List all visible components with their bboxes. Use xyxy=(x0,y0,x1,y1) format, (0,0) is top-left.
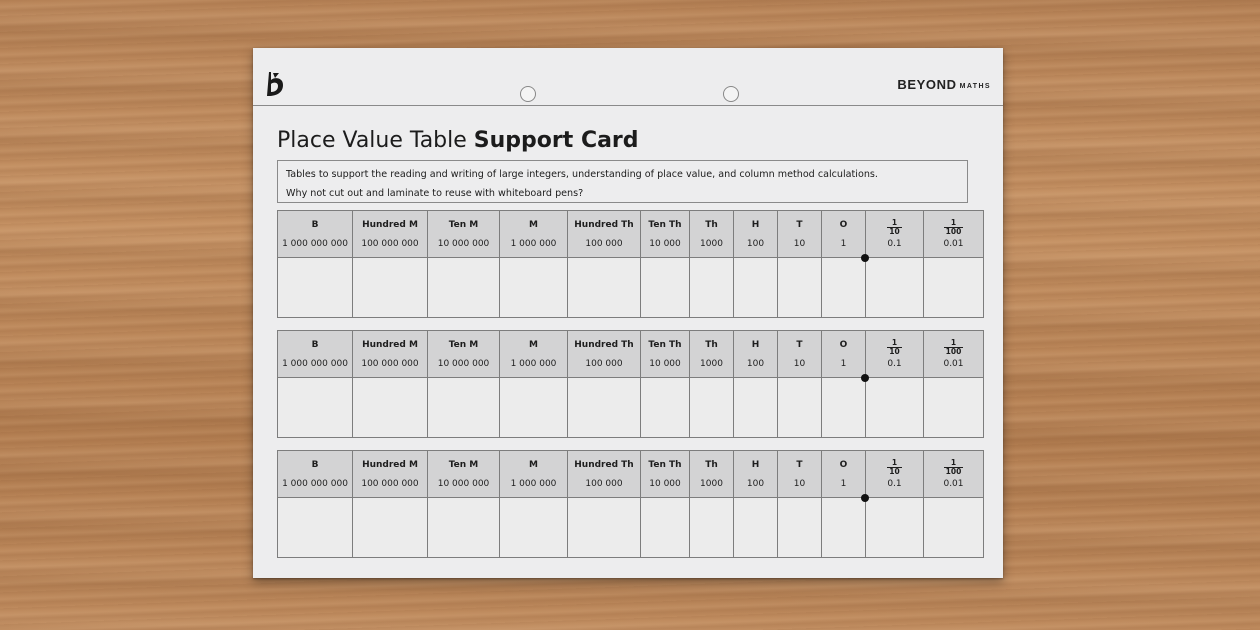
column-label: Ten Th xyxy=(648,339,682,350)
column-header-cell xyxy=(734,211,778,258)
entry-cell[interactable] xyxy=(690,258,734,318)
fraction-label xyxy=(887,219,901,236)
description-box xyxy=(277,160,968,203)
column-header-cell xyxy=(568,331,641,378)
column-header-cell xyxy=(278,211,353,258)
column-value: 0.01 xyxy=(943,359,964,369)
entry-cell[interactable] xyxy=(500,378,568,438)
column-header-cell xyxy=(278,451,353,498)
column-label: Th xyxy=(705,339,718,350)
entry-cell[interactable] xyxy=(778,498,822,558)
column-label: M xyxy=(529,339,538,350)
entry-cell[interactable] xyxy=(568,378,641,438)
column-value: 100 000 xyxy=(585,358,623,369)
column-header-cell xyxy=(353,331,428,378)
brand-sub: MATHS xyxy=(959,83,991,90)
table-entry-row xyxy=(278,258,984,318)
column-value: 100 xyxy=(746,478,765,489)
fraction-denominator: 100 xyxy=(945,227,962,236)
column-value: 100 000 000 xyxy=(361,358,419,369)
punch-hole-left xyxy=(520,86,536,102)
table-header-row xyxy=(278,211,984,258)
column-label: T xyxy=(796,459,803,470)
column-header-cell xyxy=(690,211,734,258)
table-header-row xyxy=(278,331,984,378)
column-header-cell xyxy=(822,331,866,378)
column-header-cell xyxy=(924,211,984,258)
entry-cell[interactable] xyxy=(734,378,778,438)
column-value: 1000 xyxy=(700,238,723,249)
column-header-cell xyxy=(428,331,500,378)
column-value: 1 000 000 000 xyxy=(282,478,348,489)
entry-cell[interactable] xyxy=(278,498,353,558)
column-label: H xyxy=(751,219,760,230)
fraction-numerator: 1 xyxy=(891,458,898,467)
column-value: 100 000 000 xyxy=(361,238,419,249)
fraction-denominator: 100 xyxy=(945,347,962,356)
entry-cell[interactable] xyxy=(278,378,353,438)
column-label: O xyxy=(839,339,848,350)
entry-cell[interactable] xyxy=(866,258,924,318)
column-header-cell xyxy=(924,331,984,378)
column-label: T xyxy=(796,219,803,230)
table-entry-row xyxy=(278,498,984,558)
column-label: O xyxy=(839,219,848,230)
column-value: 100 xyxy=(746,358,765,369)
entry-cell[interactable] xyxy=(278,258,353,318)
entry-cell[interactable] xyxy=(822,498,866,558)
fraction-label xyxy=(944,339,964,356)
entry-cell[interactable] xyxy=(568,498,641,558)
fraction-label xyxy=(887,459,901,476)
column-value: 1000 xyxy=(700,358,723,369)
column-header-cell xyxy=(353,451,428,498)
column-value: 1 xyxy=(840,238,847,249)
column-value: 1 xyxy=(840,358,847,369)
column-header-cell xyxy=(641,451,690,498)
entry-cell[interactable] xyxy=(924,258,984,318)
column-label: M xyxy=(529,459,538,470)
column-label: Hundred M xyxy=(362,219,418,230)
column-header-cell xyxy=(428,211,500,258)
column-header-cell xyxy=(353,211,428,258)
fraction-numerator: 1 xyxy=(950,338,957,347)
column-label: B xyxy=(311,339,319,350)
column-header-cell xyxy=(778,331,822,378)
place-value-table-3 xyxy=(277,450,984,558)
entry-cell[interactable] xyxy=(428,498,500,558)
column-value: 10 000 000 xyxy=(437,478,490,489)
description-line-1: Tables to support the reading and writing of large integers, understanding of place value, and column method calculations. xyxy=(286,169,878,180)
column-header-cell xyxy=(568,211,641,258)
column-value: 100 000 000 xyxy=(361,478,419,489)
column-value: 1 xyxy=(840,478,847,489)
column-header-cell xyxy=(734,331,778,378)
column-value: 1000 xyxy=(700,478,723,489)
column-label: Hundred Th xyxy=(574,459,634,470)
column-label: Hundred Th xyxy=(574,219,634,230)
entry-cell[interactable] xyxy=(568,258,641,318)
column-value: 10 000 xyxy=(649,478,681,489)
column-header-cell xyxy=(778,211,822,258)
fraction-denominator: 100 xyxy=(945,467,962,476)
support-card xyxy=(253,48,1003,578)
column-label: Ten Th xyxy=(648,219,682,230)
column-header-cell xyxy=(778,451,822,498)
column-label: O xyxy=(839,459,848,470)
fraction-numerator: 1 xyxy=(891,338,898,347)
column-header-cell xyxy=(734,451,778,498)
entry-cell[interactable] xyxy=(778,258,822,318)
column-header-cell xyxy=(641,331,690,378)
fraction-numerator: 1 xyxy=(950,458,957,467)
column-value: 0.1 xyxy=(887,239,902,249)
column-value: 1 000 000 xyxy=(510,358,557,369)
column-value: 100 000 xyxy=(585,238,623,249)
fraction-denominator: 10 xyxy=(889,467,900,476)
page-title xyxy=(277,128,639,153)
entry-cell[interactable] xyxy=(924,498,984,558)
beyond-logo-icon xyxy=(265,70,287,98)
column-label: B xyxy=(311,459,319,470)
column-value: 1 000 000 000 xyxy=(282,238,348,249)
fraction-denominator: 10 xyxy=(889,347,900,356)
entry-cell[interactable] xyxy=(641,378,690,438)
column-header-cell xyxy=(428,451,500,498)
entry-cell[interactable] xyxy=(428,258,500,318)
entry-cell[interactable] xyxy=(734,498,778,558)
entry-cell[interactable] xyxy=(500,258,568,318)
column-header-cell xyxy=(690,331,734,378)
brand-logo-text xyxy=(897,77,991,92)
entry-cell[interactable] xyxy=(866,498,924,558)
column-header-cell xyxy=(500,211,568,258)
fraction-label xyxy=(944,219,964,236)
column-label: Th xyxy=(705,219,718,230)
column-header-cell xyxy=(866,331,924,378)
entry-cell[interactable] xyxy=(428,378,500,438)
entry-cell[interactable] xyxy=(734,258,778,318)
entry-cell[interactable] xyxy=(690,498,734,558)
column-value: 10 xyxy=(793,478,806,489)
entry-cell[interactable] xyxy=(822,378,866,438)
column-value: 0.1 xyxy=(887,359,902,369)
column-value: 0.1 xyxy=(887,479,902,489)
column-value: 10 000 000 xyxy=(437,238,490,249)
column-value: 1 000 000 xyxy=(510,238,557,249)
table-header-row xyxy=(278,451,984,498)
column-header-cell xyxy=(866,451,924,498)
place-value-table-1 xyxy=(277,210,984,318)
page-title-normal: Place Value Table xyxy=(277,128,467,153)
fraction-denominator: 10 xyxy=(889,227,900,236)
column-value: 1 000 000 xyxy=(510,478,557,489)
place-value-table-2 xyxy=(277,330,984,438)
column-label: Ten M xyxy=(448,339,479,350)
entry-cell[interactable] xyxy=(822,258,866,318)
column-header-cell xyxy=(866,211,924,258)
entry-cell[interactable] xyxy=(353,378,428,438)
fraction-numerator: 1 xyxy=(950,218,957,227)
column-value: 1 000 000 000 xyxy=(282,358,348,369)
column-label: Ten Th xyxy=(648,459,682,470)
entry-cell[interactable] xyxy=(778,378,822,438)
brand-name: BEYOND xyxy=(897,77,957,92)
column-value: 0.01 xyxy=(943,239,964,249)
page-title-bold: Support Card xyxy=(473,128,639,153)
column-header-cell xyxy=(500,331,568,378)
entry-cell[interactable] xyxy=(866,378,924,438)
entry-cell[interactable] xyxy=(353,258,428,318)
column-label: M xyxy=(529,219,538,230)
fraction-label xyxy=(887,339,901,356)
decimal-point-dot xyxy=(861,494,869,502)
fraction-label xyxy=(944,459,964,476)
description-line-2: Why not cut out and laminate to reuse with whiteboard pens? xyxy=(286,188,584,199)
column-header-cell xyxy=(278,331,353,378)
column-header-cell xyxy=(500,451,568,498)
column-label: Th xyxy=(705,459,718,470)
column-label: H xyxy=(751,339,760,350)
fraction-numerator: 1 xyxy=(891,218,898,227)
column-header-cell xyxy=(822,451,866,498)
column-label: Hundred M xyxy=(362,339,418,350)
punch-hole-right xyxy=(723,86,739,102)
card-header xyxy=(253,48,1003,106)
column-label: T xyxy=(796,339,803,350)
column-value: 10 xyxy=(793,238,806,249)
table-entry-row xyxy=(278,378,984,438)
column-value: 10 000 xyxy=(649,238,681,249)
column-value: 0.01 xyxy=(943,479,964,489)
entry-cell[interactable] xyxy=(924,378,984,438)
column-label: H xyxy=(751,459,760,470)
column-header-cell xyxy=(924,451,984,498)
entry-cell[interactable] xyxy=(353,498,428,558)
column-value: 10 000 000 xyxy=(437,358,490,369)
column-header-cell xyxy=(641,211,690,258)
column-label: B xyxy=(311,219,319,230)
column-value: 100 000 xyxy=(585,478,623,489)
column-header-cell xyxy=(690,451,734,498)
entry-cell[interactable] xyxy=(641,498,690,558)
column-label: Ten M xyxy=(448,219,479,230)
column-value: 100 xyxy=(746,238,765,249)
entry-cell[interactable] xyxy=(500,498,568,558)
column-value: 10 000 xyxy=(649,358,681,369)
column-label: Hundred M xyxy=(362,459,418,470)
decimal-point-dot xyxy=(861,254,869,262)
column-label: Ten M xyxy=(448,459,479,470)
column-value: 10 xyxy=(793,358,806,369)
entry-cell[interactable] xyxy=(690,378,734,438)
decimal-point-dot xyxy=(861,374,869,382)
column-header-cell xyxy=(568,451,641,498)
entry-cell[interactable] xyxy=(641,258,690,318)
column-header-cell xyxy=(822,211,866,258)
column-label: Hundred Th xyxy=(574,339,634,350)
